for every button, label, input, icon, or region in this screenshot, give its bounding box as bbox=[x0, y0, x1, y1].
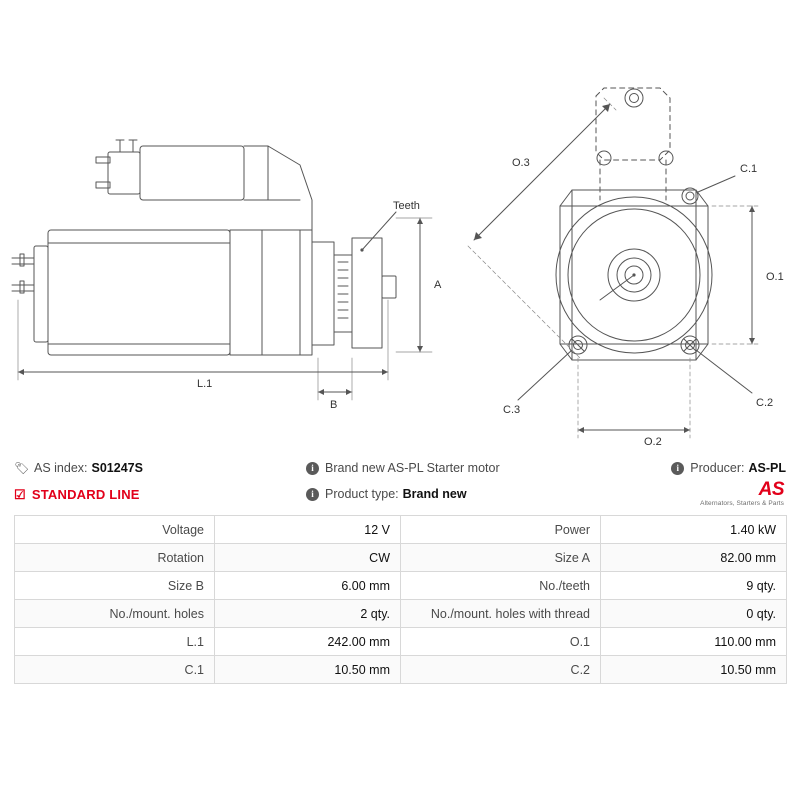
label-teeth: Teeth bbox=[393, 200, 420, 212]
condition-label: Brand new AS-PL Starter motor bbox=[325, 461, 500, 475]
label-a: A bbox=[434, 279, 442, 291]
label-c3: C.3 bbox=[503, 404, 521, 416]
spec-key: L.1 bbox=[15, 628, 215, 656]
table-row bbox=[15, 600, 787, 628]
spec-key: Size A bbox=[401, 544, 601, 572]
standard-line-badge bbox=[14, 487, 140, 502]
spec-value: 10.50 mm bbox=[601, 656, 787, 684]
product-type-label: Product type: bbox=[325, 487, 399, 501]
spec-key: C.2 bbox=[401, 656, 601, 684]
table-row bbox=[15, 544, 787, 572]
spec-value: CW bbox=[215, 544, 401, 572]
spec-key: Voltage bbox=[15, 516, 215, 544]
tag-icon: 🏷 bbox=[14, 461, 30, 475]
info-icon: i bbox=[306, 462, 319, 475]
as-pl-logo bbox=[700, 480, 786, 508]
condition-cell bbox=[306, 461, 666, 475]
label-l1: L.1 bbox=[197, 378, 213, 390]
label-o1: O.1 bbox=[766, 271, 784, 283]
table-row bbox=[15, 656, 787, 684]
check-square-icon: ☑ bbox=[14, 486, 26, 502]
product-info-block bbox=[0, 455, 800, 507]
logo-main-text: AS bbox=[758, 479, 784, 501]
spec-key: Rotation bbox=[15, 544, 215, 572]
logo-tagline: Alternators, Starters & Parts bbox=[700, 500, 784, 508]
spec-value: 10.50 mm bbox=[215, 656, 401, 684]
info-row-primary bbox=[14, 455, 786, 481]
spec-value: 1.40 kW bbox=[601, 516, 787, 544]
product-type-cell bbox=[306, 487, 666, 501]
spec-value: 6.00 mm bbox=[215, 572, 401, 600]
spec-value: 12 V bbox=[215, 516, 401, 544]
spec-value: 110.00 mm bbox=[601, 628, 787, 656]
label-o2: O.2 bbox=[644, 436, 662, 448]
standard-line-label: STANDARD LINE bbox=[31, 486, 140, 502]
as-index-cell bbox=[14, 461, 306, 475]
info-icon: i bbox=[306, 488, 319, 501]
table-row bbox=[15, 628, 787, 656]
as-index-label: AS index: bbox=[34, 461, 88, 475]
label-b: B bbox=[330, 399, 338, 411]
spec-value: 0 qty. bbox=[601, 600, 787, 628]
producer-value: AS-PL bbox=[748, 461, 786, 475]
table-row bbox=[15, 572, 787, 600]
label-o3: O.3 bbox=[512, 157, 530, 169]
spec-key: No./teeth bbox=[401, 572, 601, 600]
spec-key: O.1 bbox=[401, 628, 601, 656]
as-index-value: S01247S bbox=[91, 461, 143, 475]
spec-value: 2 qty. bbox=[215, 600, 401, 628]
brand-logo-cell bbox=[666, 480, 786, 508]
specification-table bbox=[14, 515, 787, 684]
product-type-value: Brand new bbox=[402, 487, 467, 501]
spec-value: 9 qty. bbox=[601, 572, 787, 600]
spec-value: 82.00 mm bbox=[601, 544, 787, 572]
producer-cell bbox=[666, 461, 786, 475]
standard-line-cell bbox=[14, 487, 306, 502]
label-c2: C.2 bbox=[756, 397, 774, 409]
table-row bbox=[15, 516, 787, 544]
info-row-secondary bbox=[14, 481, 786, 507]
info-icon: i bbox=[671, 462, 684, 475]
spec-key: No./mount. holes bbox=[15, 600, 215, 628]
spec-key: Power bbox=[401, 516, 601, 544]
producer-label: Producer: bbox=[690, 461, 745, 475]
spec-key: C.1 bbox=[15, 656, 215, 684]
label-c1: C.1 bbox=[740, 163, 758, 175]
spec-value: 242.00 mm bbox=[215, 628, 401, 656]
spec-key: Size B bbox=[15, 572, 215, 600]
spec-key: No./mount. holes with thread bbox=[401, 600, 601, 628]
